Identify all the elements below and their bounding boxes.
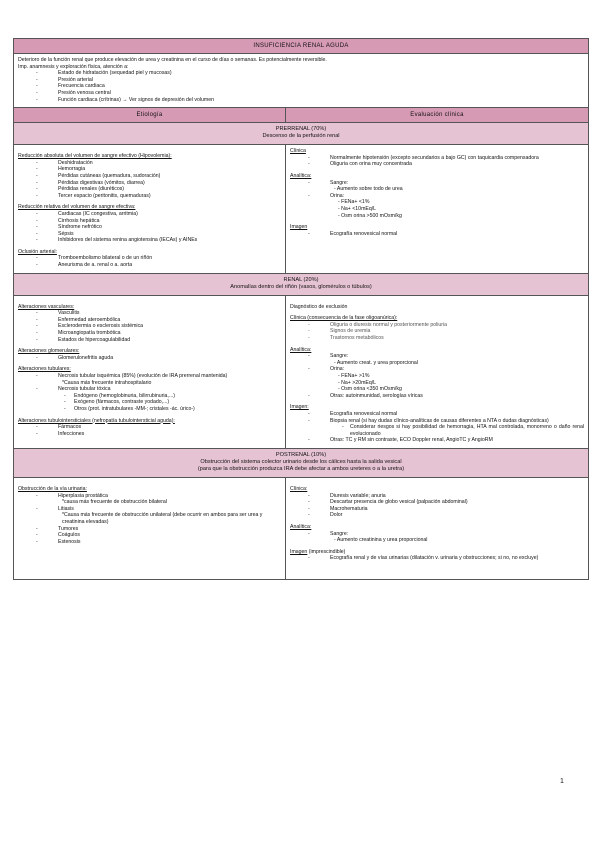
document-title	[14, 39, 589, 54]
list-item: - Estenosis	[18, 539, 281, 546]
list-item: - Signos de uremia	[290, 328, 584, 335]
section-subtitle: (para que la obstrucción produzca IRA debe afectar a ambos ureteres o a la uretra)	[197, 465, 405, 472]
subheading: Reducción relativa del volumen de sangre efectiva:	[18, 204, 136, 211]
intro-list	[18, 70, 584, 103]
prerrenal-etiologia	[14, 145, 286, 274]
list-item: - Microangiopatía trombótica	[18, 330, 281, 337]
note-text: *Causa más frecuente de obstrucción unilateral (debe ocurrir en ambos para ser urea y creatinina elevadas)	[62, 512, 263, 525]
subheading: Diagnóstico de exclusión	[290, 303, 348, 310]
list-item: - Presión venosa central	[18, 90, 584, 97]
note-text: - Aumento creat. y urea proporcional	[334, 359, 418, 366]
list-item: - Pérdidas digestivas (vómitos, diarrea)	[18, 180, 281, 187]
list-item: - Cardiacas (IC congestiva, arritmia)	[18, 211, 281, 218]
list-item: - Cirrhosis hepática	[18, 218, 281, 225]
note-text: - Aumento sobre todo de urea	[334, 186, 403, 193]
column-header-etiologia: Etiología	[14, 108, 286, 123]
list-item: - Orina:	[290, 366, 584, 373]
list-item: - Infecciones	[18, 431, 281, 438]
postrenal-evaluacion	[286, 477, 589, 579]
list-item: - Ecografía renal y de vías urinarias (dilatación v. urinaria y obstrucciones; si no, no excluye)	[290, 555, 584, 562]
note-text: - FENa+ >1%	[338, 373, 370, 379]
note-text: - Na+ <10mEq/L	[338, 205, 377, 212]
list-item: - Ecografía renovesical normal	[290, 411, 584, 418]
ira-table	[13, 38, 589, 580]
list-item: - Frecuencia cardiaca	[18, 83, 584, 90]
list-item: - Sangre:	[290, 180, 584, 187]
renal-header	[14, 273, 589, 295]
clinica-heading: Clínica (consecuencia de la fase oligoanúrica):	[290, 315, 398, 322]
subheading: Alteraciones vasculares:	[18, 303, 75, 310]
list-item: - Inhibidores del sistema renina angiotensina (IECAs) y AINEs	[18, 237, 281, 244]
subheading: Analítica:	[290, 172, 312, 179]
subheading: Imagen:	[290, 404, 309, 411]
note-text: - FENa+ <1%	[338, 199, 370, 206]
section-title: RENAL (20%)	[283, 276, 319, 283]
section-subtitle: Anomalías dentro del riñón (vasos, glomérulos o túbulos)	[230, 283, 372, 290]
section-title: PRERRENAL (70%)	[275, 126, 327, 133]
subheading: Reducción absoluta del volumen de sangre efectivo (Hipovolemia):	[18, 153, 172, 160]
intro-section	[14, 54, 589, 108]
prerrenal-header	[14, 123, 589, 145]
list-item: - Necrosis tubular isquémica (85%) (evolución de IRA prerrenal mantenida)	[18, 373, 281, 380]
list-item: - Coágulos	[18, 532, 281, 539]
prerrenal-evaluacion	[286, 145, 589, 274]
list-item: - Enfermedad ateroembólica	[18, 317, 281, 324]
subheading: Obstrucción de la vía urinaria:	[18, 485, 87, 492]
list-item: - Otras: autoinmunidad, serologías víricas	[290, 393, 584, 400]
note-text: - Osm orina <350 mOsm/kg	[338, 386, 402, 393]
subheading: Imagen	[290, 224, 308, 231]
list-item: - Otros (prot. intratubulares -MM-; cristales -ác. úrico-)	[18, 406, 281, 413]
list-item: - Descartar presencia de globo vesical (palpación abdominal)	[290, 499, 584, 506]
list-item: - Hemorragia	[18, 166, 281, 173]
list-item: - Macrohematuria	[290, 506, 584, 513]
column-header-evaluacion: Evaluación clínica	[286, 108, 589, 123]
list-item: - Exógeno (fármacos, contraste yodado,...)	[18, 399, 281, 406]
list-item: - Otras: TC y RM sin contraste, ECO Doppler renal, AngioTC y AngioRM	[290, 437, 584, 444]
list-item: - Diuresis variable; anuria	[290, 493, 584, 500]
list-item: - Glomerulonefritis aguda	[18, 355, 281, 362]
list-item: - Función cardiaca (crítrinas) → Ver signos de depresión del volumen	[18, 97, 584, 104]
list-item: - Tromboembolismo bilateral o de un riñón	[18, 255, 281, 262]
document-sheet	[13, 38, 588, 580]
list-item: - Biopsia renal (si hay dudas clínico-analíticas de causas diferentes a NTA o dudas diagnósticas)	[290, 418, 584, 425]
list-item: - Oliguria con orina muy concentrada	[290, 161, 584, 168]
note-text: - Na+ >20mEq/L	[338, 379, 377, 386]
list-item: - Pérdidas cutáneas (quemadura, sudoración)	[18, 173, 281, 180]
list-item: - Tercer espacio (peritonitis, quemaduras)	[18, 193, 281, 200]
list-item: - Sangre:	[290, 531, 584, 538]
list-item: - Hiperplasia prostática	[18, 493, 281, 500]
list-item: - Ecografía renovesical normal	[290, 231, 584, 238]
list-item: - Síndrome nefrótico	[18, 224, 281, 231]
list-item: - Estado de hidratación (sequedad piel y mucosas)	[18, 70, 584, 77]
list-item: - Oliguria o diuresis normal y posteriormente poliuria	[290, 322, 584, 329]
list-item: - Vasculitis	[18, 310, 281, 317]
subheading: Alteraciones tubulares:	[18, 366, 71, 373]
note-text: *Causa más frecuente intrahospitalario	[62, 379, 152, 386]
list-item: - Dolor	[290, 512, 584, 519]
note-text: *causa más frecuente de obstrucción bilateral	[62, 499, 167, 506]
list-item: - Litiasis	[18, 506, 281, 513]
list-item: - Considerar riesgos si hay posibilidad de hemorragia, HTA mal controlada, monorreno o daño renal evolucionado	[290, 424, 584, 437]
page-number: 1	[560, 778, 564, 785]
subheading: Clínica	[290, 148, 306, 155]
subheading: Analítica:	[290, 346, 312, 353]
list-item: - Normalmente hipotensión (excepto secundarios a bajo GC) con taquicardia compensadora	[290, 155, 584, 162]
section-title: POSTRENAL (10%)	[275, 451, 327, 458]
section-subtitle: Obstrucción del sistema colector urinario desde los cálices hasta la salida vesical	[200, 458, 402, 465]
list-item: - Deshidratación	[18, 160, 281, 167]
subheading: Alteraciones glomerulares:	[18, 348, 80, 355]
list-item: - Orina:	[290, 193, 584, 200]
list-item: - Fármacos	[18, 424, 281, 431]
list-item: - Necrosis tubular tóxica	[18, 386, 281, 393]
list-item: - Pérdidas renales (diuréticos)	[18, 186, 281, 193]
note-text: - Osm orina >500 mOsm/kg	[338, 212, 402, 219]
subheading: Oclusión arterial:	[18, 248, 57, 255]
subheading: Clínica:	[290, 485, 308, 492]
list-item: - Esclerodermia o esclerosis sistémica	[18, 323, 281, 330]
list-item: - Tumores	[18, 526, 281, 533]
imagen-heading: Imagen (imprescindible)	[290, 548, 346, 555]
list-item: - Trastornos metabólicos	[290, 335, 584, 342]
subheading: Alteraciones tubulointersticiales (nefropatía tubulointersticial aguda):	[18, 417, 175, 424]
list-item: - Sépsis	[18, 231, 281, 238]
list-item: - Sangre:	[290, 353, 584, 360]
list-item: - Aneurisma de a. renal o a. aorta	[18, 262, 281, 269]
postrenal-etiologia	[14, 477, 286, 579]
title-text: INSUFICIENCIA RENAL AGUDA	[253, 43, 349, 49]
postrenal-header	[14, 448, 589, 477]
renal-evaluacion	[286, 295, 589, 448]
note-text: - Aumento creatinina y urea proporcional	[334, 537, 428, 544]
renal-etiologia	[14, 295, 286, 448]
imp-text: Imp. anamnesis y exploración física, atención a:	[18, 63, 129, 70]
definition-text: Deterioro de la función renal que produce elevación de urea y creatinina en el curso de días o semanas. Es potencialmente reversible.	[18, 57, 327, 63]
subheading: Analítica:	[290, 523, 312, 530]
list-item: - Estados de hipercoagulabilidad	[18, 337, 281, 344]
list-item: - Endógeno (hemoglobinuria, bilirrubinuria,...)	[18, 393, 281, 400]
section-subtitle: Descenso de la perfusión renal	[262, 133, 340, 140]
list-item: - Presión arterial	[18, 77, 584, 84]
